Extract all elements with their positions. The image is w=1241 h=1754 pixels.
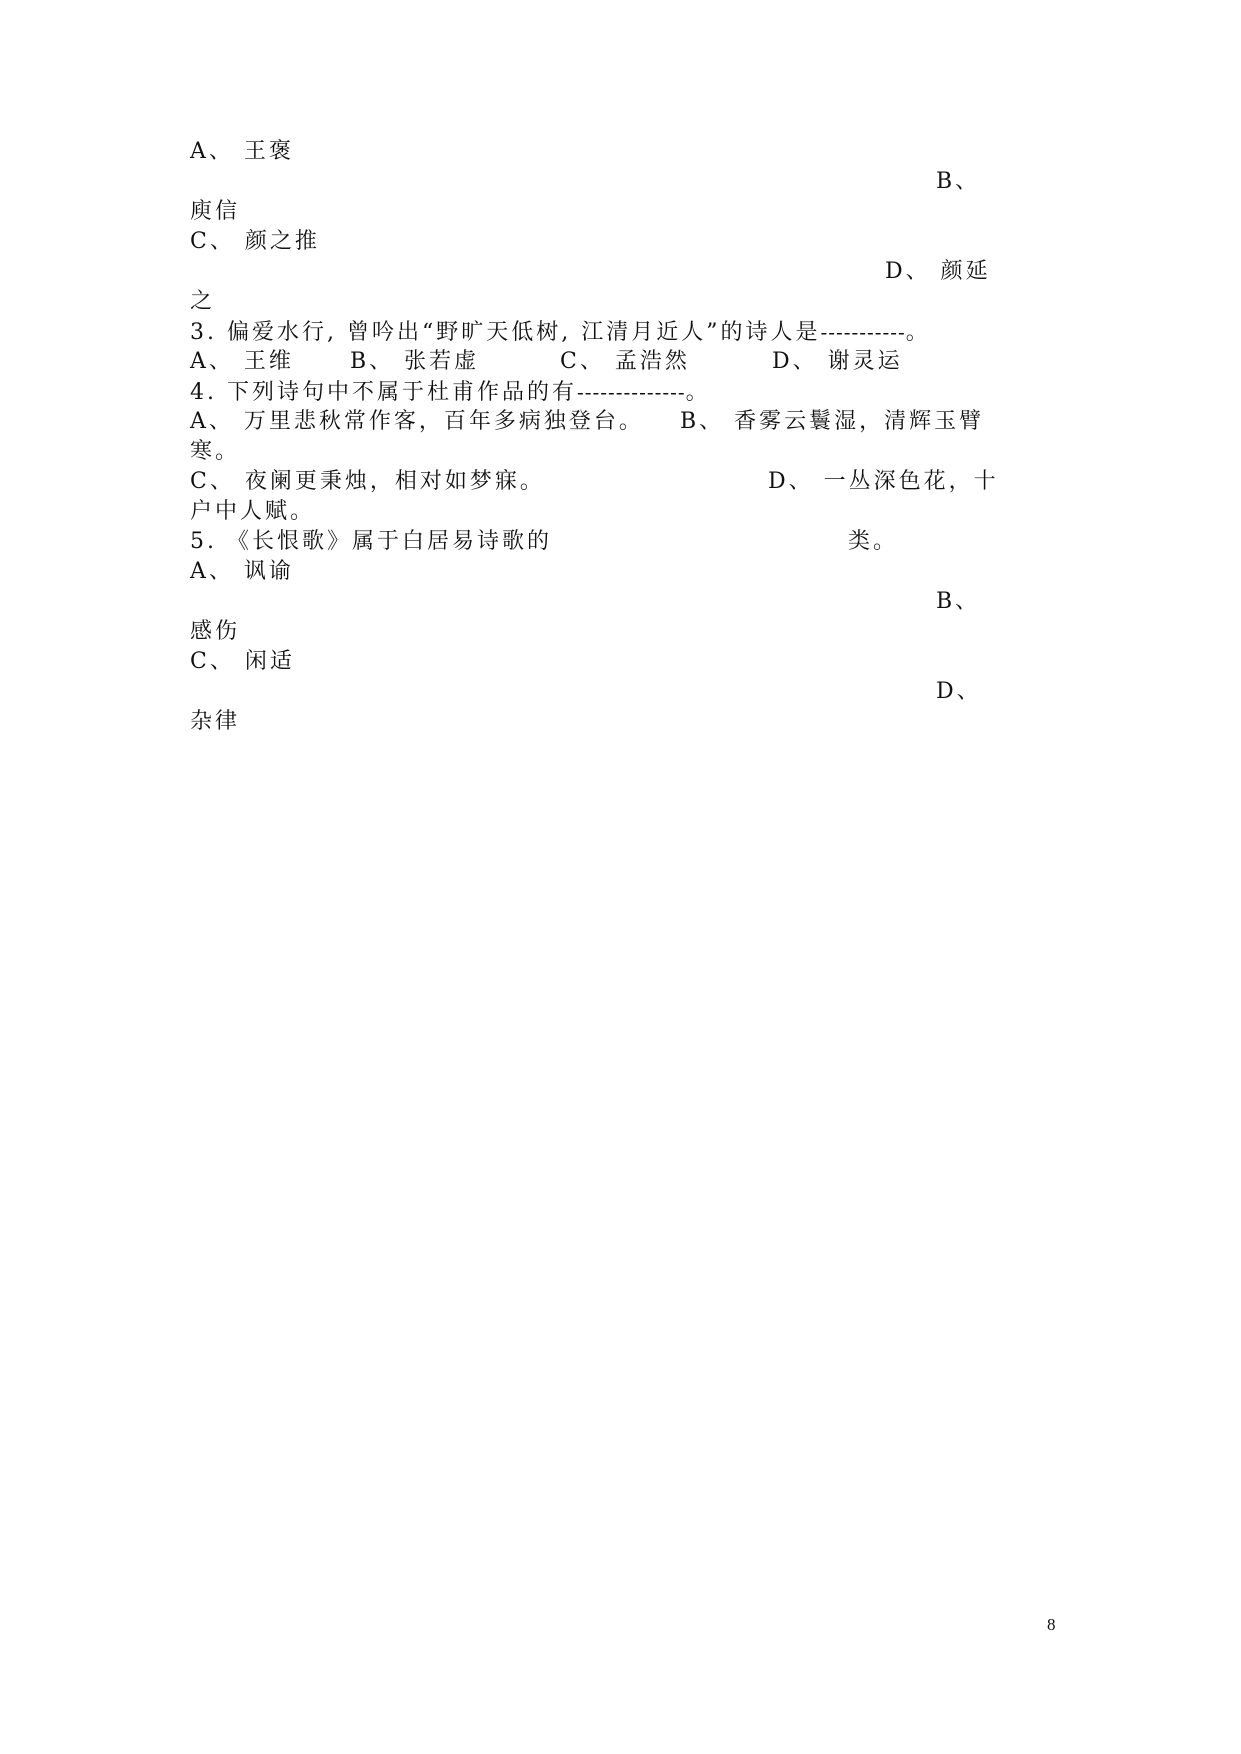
q3-option-b: B、 张若虚 (350, 349, 480, 374)
q4-stem: 4. 下列诗句中不属于杜甫作品的有 (190, 380, 577, 405)
q4-stem-line (190, 377, 711, 408)
q5-option-b-text: 感伤 (190, 619, 241, 644)
q2-option-d-text: 之 (190, 289, 216, 314)
q4-option-c: C、 夜阑更秉烛，相对如梦寐。 (190, 469, 545, 494)
q3-option-d: D、 谢灵运 (772, 349, 903, 374)
q2-option-d-prefix: D、 颜延 (885, 259, 991, 284)
q4-option-b-line2: 寒。 (190, 439, 241, 464)
page-number: 8 (1047, 1615, 1056, 1634)
q5-option-d-text: 杂律 (190, 709, 241, 734)
q3-stem: 3. 偏爱水行, 曾吟出“野旷天低树, 江清月近人”的诗人是 (190, 320, 821, 345)
q4-answer-blank: -------------- (577, 380, 686, 404)
q2-option-c: C、 颜之推 (190, 229, 320, 254)
q4-stem-end: 。 (685, 380, 711, 405)
q5-option-a: A、 讽谕 (190, 559, 294, 584)
q5-option-b-prefix: B、 (936, 589, 981, 614)
q4-option-d-line2: 户中人赋。 (190, 499, 316, 524)
q2-option-b-prefix: B、 (936, 169, 981, 194)
q5-option-c: C、 闲适 (190, 649, 295, 674)
q2-option-b-text: 庾信 (190, 199, 241, 224)
q3-options-row (190, 347, 294, 377)
q4-option-b-line1: B、 香雾云鬟湿，清辉玉臂 (680, 409, 985, 434)
q3-option-a: A、 王维 (190, 349, 294, 374)
q5-stem-tail: 类。 (848, 529, 899, 554)
q4-option-a: A、 万里悲秋常作客，百年多病独登台。 (190, 409, 644, 434)
q3-stem-line (190, 317, 931, 348)
q5-stem: 5. 《长恨歌》属于白居易诗歌的 (190, 529, 552, 554)
q4-option-d-line1: D、 一丛深色花，十 (768, 469, 999, 494)
q5-option-d-prefix: D、 (936, 679, 982, 704)
q2-option-a: A、 王褒 (190, 139, 294, 164)
q3-option-c: C、 孟浩然 (560, 349, 690, 374)
q3-answer-blank: ----------- (820, 320, 906, 344)
q3-stem-end: 。 (905, 320, 931, 345)
